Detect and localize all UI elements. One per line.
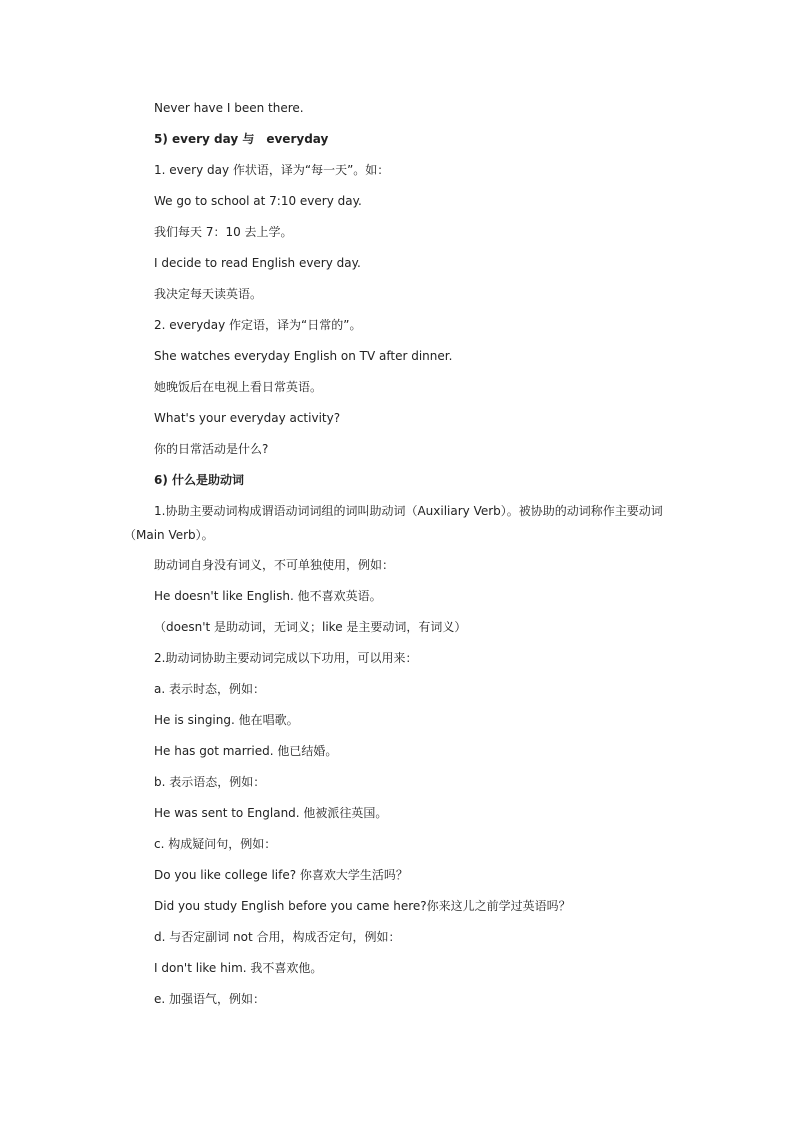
text-line: a. 表示时态，例如： (154, 682, 265, 696)
section-heading: 5) every day 与 everyday (154, 132, 329, 146)
text-line: Do you like college life? 你喜欢大学生活吗？ (154, 868, 408, 882)
text-line: Did you study English before you came here?你来这儿之前学过英语吗？ (154, 899, 571, 913)
text-line: 她晚饭后在电视上看日常英语。 (154, 380, 323, 394)
text-line: （doesn't 是助动词，无词义；like 是主要动词，有词义） (154, 620, 467, 634)
text-line: She watches everyday English on TV after dinner. (154, 349, 453, 363)
text-line: e. 加强语气，例如： (154, 992, 266, 1006)
wrapped-paragraph: 1.协助主要动词构成谓语动词词组的词叫助动词（Auxiliary Verb）。被协助的动词称作主要动词（Main Verb）。 (124, 504, 663, 542)
text-line: What's your everyday activity? (154, 411, 341, 425)
text-line: b. 表示语态，例如： (154, 775, 266, 789)
text-line: I decide to read English every day. (154, 256, 361, 270)
text-line: 2.助动词协助主要动词完成以下功用，可以用来： (154, 651, 418, 665)
text-line: 2. everyday 作定语，译为“日常的”。 (154, 318, 362, 332)
text-line: d. 与否定副词 not 合用，构成否定句，例如： (154, 930, 401, 944)
text-line: We go to school at 7:10 every day. (154, 194, 362, 208)
text-line: 我决定每天读英语。 (154, 287, 263, 301)
text-line: He was sent to England. 他被派往英国。 (154, 806, 388, 820)
text-line: He doesn't like English. 他不喜欢英语。 (154, 589, 382, 603)
text-line: Never have I been there. (154, 101, 304, 115)
text-line: 助动词自身没有词义，不可单独使用，例如： (154, 558, 395, 572)
text-line: 1. every day 作状语，译为“每一天”。如： (154, 163, 390, 177)
text-line: He has got married. 他已结婚。 (154, 744, 338, 758)
text-line: 你的日常活动是什么? (154, 442, 269, 456)
text-line: 我们每天 7：10 去上学。 (154, 225, 293, 239)
text-line: He is singing. 他在唱歌。 (154, 713, 299, 727)
text-line: c. 构成疑问句，例如： (154, 837, 277, 851)
text-line: I don't like him. 我不喜欢他。 (154, 961, 323, 975)
section-heading: 6) 什么是助动词 (154, 473, 245, 487)
